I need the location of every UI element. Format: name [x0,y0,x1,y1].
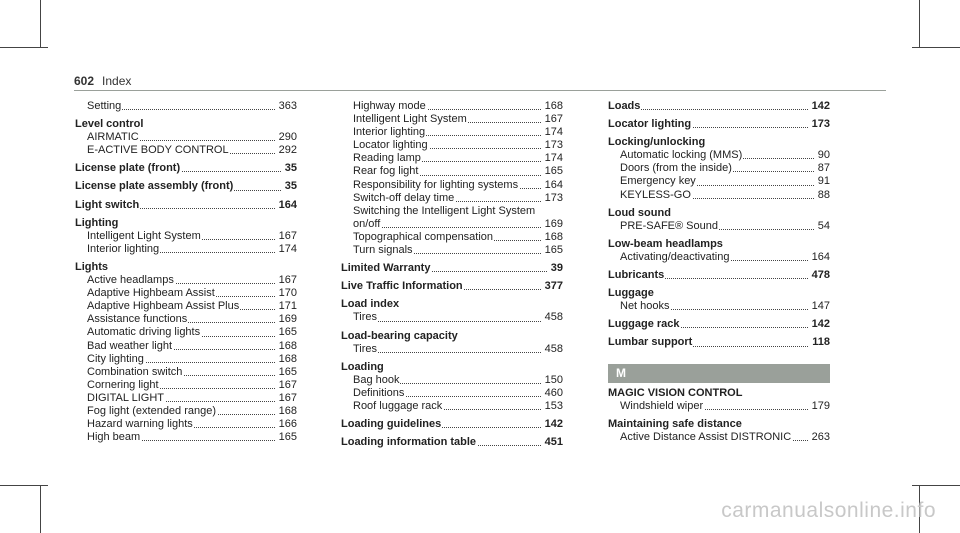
page-reference: 458 [542,311,563,324]
entry-text: KEYLESS-GO [620,188,691,201]
entry-text: Doors (from the inside) [620,162,732,175]
index-subentry [75,287,297,300]
page-reference: 142 [542,418,563,431]
entry-text: Level control [75,118,144,131]
section-title: Index [102,74,132,88]
crop-mark [919,0,920,48]
index-heading [608,118,830,131]
page-reference: 363 [276,100,297,113]
index-subentry [75,379,297,392]
index-column-2 [341,100,563,449]
index-subentry [341,192,563,205]
entry-text: Activating/deactivating [620,250,730,263]
page-reference: 168 [542,100,563,113]
page-reference: 39 [548,262,563,275]
entry-text: Lights [75,260,108,273]
entry-text: Rear fog light [353,165,419,178]
page-reference: 170 [276,287,297,300]
entry-text: Adaptive Highbeam Assist [87,287,215,300]
watermark: carmanualsonline.info [721,499,936,522]
entry-text: Combination switch [87,365,183,378]
dot-leader [353,321,563,322]
index-heading [608,387,830,400]
entry-text: License plate (front) [75,162,181,175]
index-heading [75,118,297,131]
page-reference: 164 [276,199,297,212]
page-reference: 150 [542,374,563,387]
index-heading [341,436,563,449]
entry-text: Active headlamps [87,274,174,287]
entry-text: Topographical compensation [353,230,494,243]
page-reference: 147 [809,300,830,313]
index-subentry [341,218,563,231]
index-column-1 [75,100,297,444]
entry-text: Emergency key [620,175,696,188]
page-reference: 292 [276,144,297,157]
entry-text: Luggage [608,287,654,300]
dot-leader [353,227,563,228]
entry-text: Maintaining safe distance [608,417,742,430]
index-heading [341,418,563,431]
index-subentry [608,300,830,313]
page-reference: 167 [276,230,297,243]
entry-text: Lubricants [608,269,665,282]
entry-text: License plate assembly (front) [75,180,234,193]
index-subentry [608,220,830,233]
entry-text: Loud sound [608,206,671,219]
page-reference: 168 [542,231,563,244]
index-subentry [608,251,830,264]
letter-heading-m: M [608,364,830,383]
entry-text: Fog light (extended range) [87,404,217,417]
page-reference: 460 [542,387,563,400]
page-reference: 142 [809,318,830,331]
index-heading [608,287,830,300]
crop-mark [912,47,960,48]
index-subentry [341,343,563,356]
entry-text: Responsibility for lighting systems [353,178,519,191]
index-subentry [341,387,563,400]
index-subentry [341,311,563,324]
entry-text: Bad weather light [87,339,172,352]
index-subentry [608,149,830,162]
index-heading [341,280,563,293]
entry-text: Lumbar support [608,336,693,349]
crop-mark [0,47,48,48]
page-reference: 174 [542,126,563,139]
entry-text: Setting [87,100,122,112]
page-reference: 174 [276,243,297,256]
entry-text: Switching the Intelligent Light System [353,204,536,217]
index-subentry [75,405,297,418]
entry-text: Luggage rack [608,318,680,331]
page-reference: 179 [809,400,830,413]
entry-text: Interior lighting [353,126,426,139]
index-subentry [75,100,297,113]
index-subentry [608,175,830,188]
entry-text: E-ACTIVE BODY CONTROL [87,144,229,157]
crop-mark [0,485,48,486]
index-subentry [75,131,297,144]
index-subentry [75,230,297,243]
page-reference: 169 [542,218,563,231]
page-reference: 171 [276,300,297,313]
entry-text: Reading lamp [353,152,421,165]
index-subentry [75,353,297,366]
page-number: 602 [74,74,95,88]
page-reference: 164 [809,251,830,264]
page-reference: 164 [542,179,563,192]
index-heading [341,361,563,374]
entry-text: Tires [353,311,378,324]
page-reference: 168 [276,340,297,353]
index-heading [608,269,830,282]
entry-text: Load-bearing capacity [341,329,458,342]
index-subentry [75,418,297,431]
page-reference: 167 [276,392,297,405]
page-reference: 168 [276,405,297,418]
index-heading [341,262,563,275]
entry-text: Assistance functions [87,313,188,326]
index-heading [608,318,830,331]
page-reference: 167 [276,274,297,287]
crop-mark [40,485,41,533]
index-subentry [341,205,563,218]
entry-text: Bag hook [353,373,400,386]
entry-text: Hazard warning lights [87,418,193,431]
index-subentry [75,144,297,157]
index-heading [608,336,830,349]
index-subentry [608,400,830,413]
page-reference: 167 [276,379,297,392]
entry-text: Definitions [353,386,405,399]
index-subentry [341,100,563,113]
page-reference: 35 [282,162,297,175]
entry-text: Windshield wiper [620,399,704,412]
index-subentry [75,392,297,405]
entry-text: PRE-SAFE® Sound [620,219,718,232]
entry-text: Highway mode [353,100,426,112]
entry-text: Tires [353,342,378,355]
page-reference: 174 [542,152,563,165]
entry-text: High beam [87,431,141,444]
entry-text: on/off [353,217,381,230]
page-reference: 478 [809,269,830,282]
page-reference: 91 [815,175,830,188]
index-subentry [341,139,563,152]
entry-text: Switch-off delay time [353,191,455,204]
dot-leader [608,109,830,110]
header-rule [74,90,886,91]
index-subentry [75,243,297,256]
crop-mark [912,485,960,486]
entry-text: AIRMATIC [87,131,139,144]
page-reference: 451 [542,436,563,449]
index-heading [75,162,297,175]
entry-text: Locator lighting [353,139,428,152]
index-heading [75,199,297,212]
entry-text: Intelligent Light System [353,113,467,126]
page-reference: 165 [542,244,563,257]
index-heading [608,100,830,113]
index-subentry [75,340,297,353]
page-reference: 290 [276,131,297,144]
index-subentry [75,366,297,379]
index-subentry [75,326,297,339]
index-subentry [608,189,830,202]
index-heading [341,330,563,343]
index-heading [75,217,297,230]
entry-text: Loading [341,360,384,373]
entry-text: Live Traffic Information [341,280,463,293]
page-reference: 87 [815,162,830,175]
page-reference: 167 [542,113,563,126]
index-subentry [341,400,563,413]
index-subentry [341,165,563,178]
entry-text: Intelligent Light System [87,229,201,242]
dot-leader [353,352,563,353]
crop-mark [40,0,41,48]
entry-text: Interior lighting [87,242,160,255]
entry-text: Roof luggage rack [353,399,443,412]
entry-text: DIGITAL LIGHT [87,391,165,404]
index-subentry [75,274,297,287]
entry-text: Low-beam headlamps [608,237,723,250]
entry-text: Cornering light [87,378,159,391]
index-heading [608,136,830,149]
page-reference: 165 [276,431,297,444]
index-subentry [341,126,563,139]
page-reference: 458 [542,343,563,356]
entry-text: Active Distance Assist DISTRONIC [620,430,792,443]
page-reference: 168 [276,353,297,366]
entry-text: Loading information table [341,436,477,449]
index-subentry [341,179,563,192]
entry-text: Automatic locking (MMS) [620,149,743,162]
entry-text: Light switch [75,198,140,211]
entry-text: Load index [341,298,400,311]
page-reference: 169 [276,313,297,326]
page-reference: 173 [542,139,563,152]
entry-text: Automatic driving lights [87,326,201,339]
entry-text: Locking/unlocking [608,136,706,149]
page-reference: 90 [815,149,830,162]
index-subentry [608,162,830,175]
index-subentry [75,313,297,326]
entry-text: Locator lighting [608,118,692,131]
page-reference: 153 [542,400,563,413]
index-subentry [341,152,563,165]
entry-text: Limited Warranty [341,262,431,275]
entry-text: MAGIC VISION CONTROL [608,386,743,399]
page-reference: 173 [542,192,563,205]
index-subentry [608,431,830,444]
page-reference: 88 [815,189,830,202]
entry-text: Lighting [75,216,119,229]
page-reference: 173 [809,118,830,131]
entry-text: City lighting [87,352,144,365]
index-subentry [341,113,563,126]
index-subentry [75,300,297,313]
index-heading [75,261,297,274]
entry-text: Adaptive Highbeam Assist Plus [87,300,240,313]
index-column-3 [608,100,830,444]
index-heading [341,298,563,311]
page-reference: 142 [809,100,830,113]
index-subentry [341,374,563,387]
entry-text: Net hooks [620,300,670,313]
entry-text: Loads [608,100,641,112]
page-reference: 35 [282,180,297,193]
page-reference: 54 [815,220,830,233]
index-heading [75,180,297,193]
page-reference: 118 [809,336,830,349]
index-heading [608,238,830,251]
index-subentry [341,244,563,257]
page-reference: 165 [276,326,297,339]
page-reference: 165 [542,165,563,178]
index-heading [608,207,830,220]
page-reference: 165 [276,366,297,379]
index-subentry [341,231,563,244]
entry-text: Loading guidelines [341,418,442,431]
page-reference: 263 [809,431,830,444]
index-subentry [75,431,297,444]
page-header [74,74,131,88]
page-reference: 377 [542,280,563,293]
page-reference: 166 [276,418,297,431]
index-heading [608,418,830,431]
entry-text: Turn signals [353,244,413,257]
